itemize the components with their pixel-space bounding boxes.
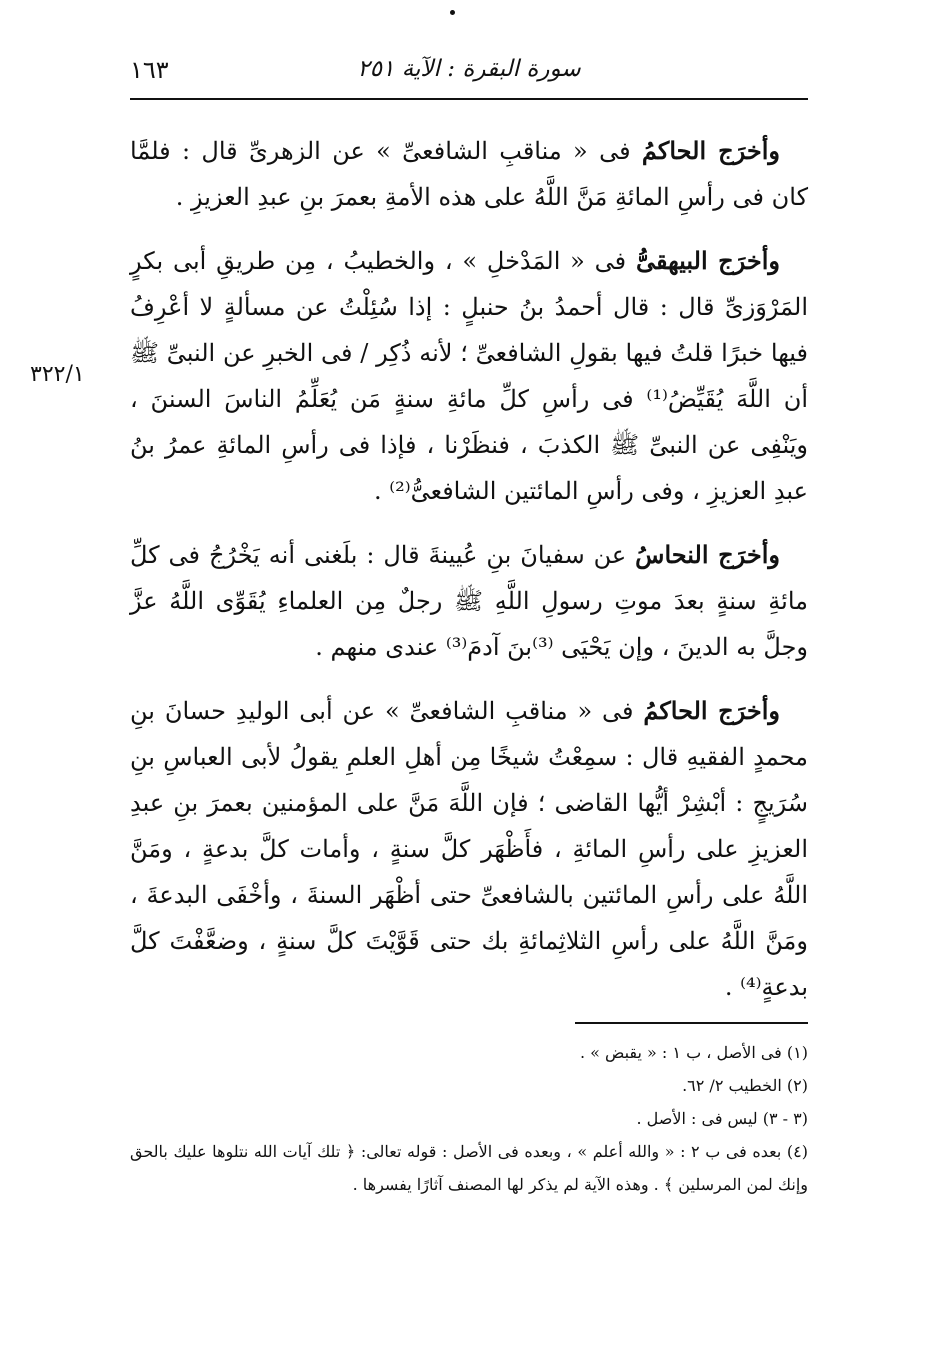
header-rule xyxy=(130,98,808,100)
footnotes xyxy=(130,1036,808,1201)
paragraph-lead: وأخرَج الحاكمُ xyxy=(643,696,780,725)
footnote-2: (٢) الخطيب ٢/ ٦٢. xyxy=(682,1076,808,1095)
paragraph-lead: وأخرَج النحاسُ xyxy=(635,540,780,569)
paragraph-text: فى « المَدْخلِ » ، والخطيبُ ، مِن طريقِ أبى بكرٍ المَرْوَزىِّ قال : قال أحمدُ بنُ حنبلٍ : إذا سُئِلْتُ عن مسألةٍ لا أعْرِفُ فيها خبرًا قلتُ فيها بقولِ الشافعىِّ ؛ لأنه ذُكِر / فى الخبرِ عن النبىِّ ﷺ أن اللَّهَ يُقَيِّضُ⁽¹⁾ فى رأسِ كلِّ مائةِ سنةٍ مَن يُعَلِّمُ الناسَ السننَ ، ويَنْفِى عن النبىِّ ﷺ الكذبَ ، فنظَرْنا ، فإذا فى رأسِ المائةِ عمرُ بنُ عبدِ العزيزِ ، وفى رأسِ المائتين الشافعىُّ⁽²⁾ . xyxy=(130,247,809,505)
margin-volume-page-reference: ٣٢٢/١ xyxy=(30,362,85,387)
footnote-1: (١) فى الأصل ، ب ١ : « يقبض » . xyxy=(579,1043,808,1062)
paragraph-1 xyxy=(130,128,808,220)
paragraph-lead: وأخرَج الحاكمُ xyxy=(641,136,781,165)
footnote-3: (٣ - ٣) ليس فى : الأصل . xyxy=(636,1109,808,1128)
main-text xyxy=(130,128,808,1028)
paragraph-2 xyxy=(130,238,808,514)
paragraph-text: فى « مناقبِ الشافعىِّ » عن الزهرىِّ قال : فلمَّا كان فى رأسِ المائةِ مَنَّ اللَّهُ على هذه الأمةِ بعمرَ بنِ عبدِ العزيزِ . xyxy=(130,137,808,211)
paragraph-3 xyxy=(130,532,808,670)
page-number: ١٦٣ xyxy=(130,56,169,84)
paragraph-lead: وأخرَج البيهقىُّ xyxy=(635,246,781,275)
paragraph-text: فى « مناقبِ الشافعىِّ » عن أبى الوليدِ حسانَ بنِ محمدٍ الفقيهِ قال : سمِعْتُ شيخًا مِن أهلِ العلمِ يقولُ لأبى العباسِ بنِ سُرَيجٍ : أبْشِرْ أيُّها القاضى ؛ فإن اللَّهَ مَنَّ على المؤمنين بعمرَ بنِ عبدِ العزيزِ على رأسِ المائةِ ، فأَظْهَر كلَّ سنةٍ ، وأمات كلَّ بدعةٍ ، ومَنَّ اللَّهُ على رأسِ المائتين بالشافعىِّ حتى أظْهَر السنةَ ، وأخْفَى البدعةَ ، ومَنَّ اللَّهُ على رأسِ الثلاثِمائةِ بك حتى قَوَّيْتَ كلَّ سنةٍ ، وضعَّفْتَ كلَّ بدعةٍ⁽⁴⁾ . xyxy=(130,697,808,1001)
paragraph-text: عن سفيانَ بنِ عُيينةَ قال : بلَغنى أنه يَخْرُجُ فى كلِّ مائةِ سنةٍ بعدَ موتِ رسولِ اللَّهِ ﷺ رجلٌ مِن العلماءِ يُقَوِّى اللَّهُ عزَّ وجلَّ به الدينَ ، وإن يَحْيَى ⁽³⁾بنَ آدمَ⁽³⁾ عندى منهم . xyxy=(130,541,808,661)
footnote-separator xyxy=(575,1022,808,1024)
page-header xyxy=(130,52,808,92)
paragraph-4 xyxy=(130,688,808,1010)
top-dot-mark xyxy=(450,10,455,15)
footnote-4: (٤) بعده فى ب ٢ : « والله أعلم » ، وبعده فى الأصل : قوله تعالى: ﴿ تلك آيات الله نتلوها عليك بالحق وإنك لمن المرسلين ﴾ . وهذه الآية لم يذكر لها المصنف آثارًا يفسرها . xyxy=(130,1142,808,1194)
running-title: سورة البقرة : الآية ٢٥١ xyxy=(357,56,581,82)
